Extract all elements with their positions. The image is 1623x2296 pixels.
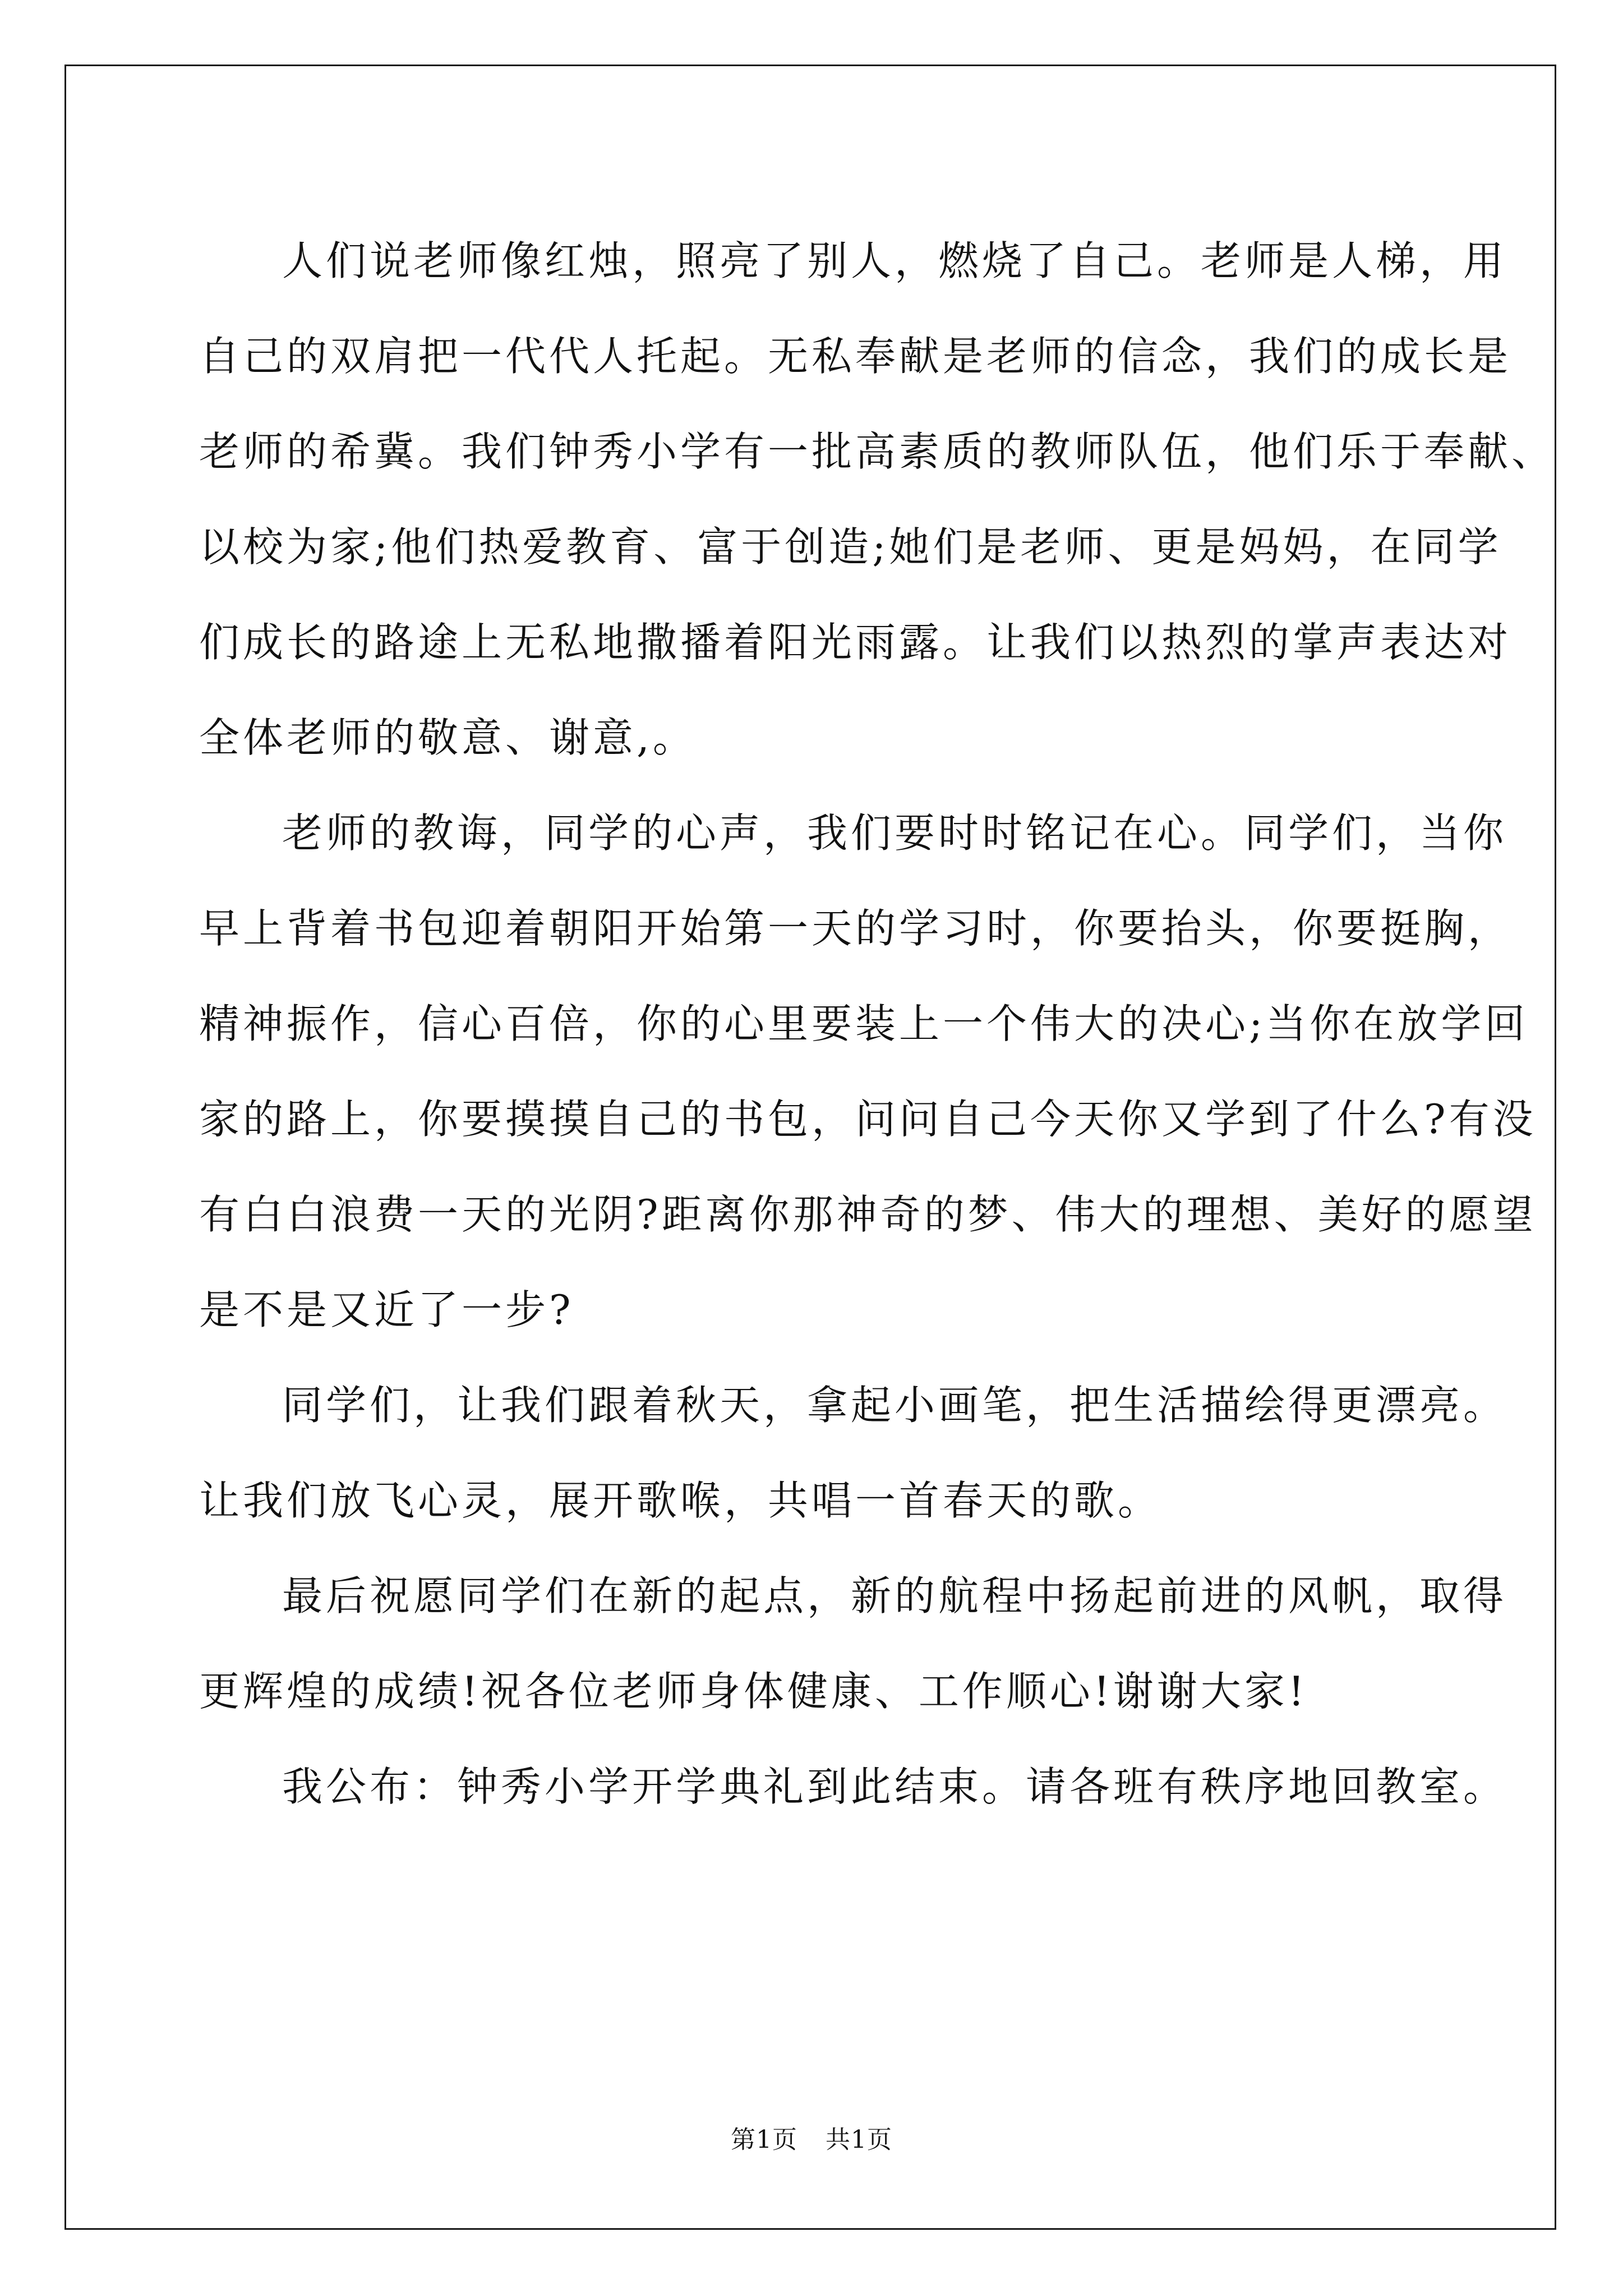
page-footer — [0, 2123, 1623, 2157]
paragraph-1-line-5: 们成长的路途上无私地撒播着阳光雨露。让我们以热烈的掌声表达对 — [199, 619, 1512, 666]
paragraph-3-line-2: 让我们放飞心灵，展开歌喉，共唱一首春天的歌。 — [199, 1477, 1162, 1524]
paragraph-2-line-3: 精神振作，信心百倍，你的心里要装上一个伟大的决心;当你在放学回 — [199, 1000, 1529, 1047]
paragraph-5-line-1: 我公布：钟秀小学开学典礼到此结束。请各班有秩序地回教室。 — [282, 1763, 1507, 1810]
paragraph-1-line-3: 老师的希冀。我们钟秀小学有一批高素质的教师队伍，他们乐于奉献、 — [199, 428, 1556, 475]
paragraph-2-line-1: 老师的教诲，同学的心声，我们要时时铭记在心。同学们，当你 — [282, 809, 1507, 857]
paragraph-2-line-5: 有白白浪费一天的光阴?距离你那神奇的梦、伟大的理想、美好的愿望 — [199, 1191, 1537, 1238]
paragraph-4-line-2: 更辉煌的成绩!祝各位老师身体健康、工作顺心!谢谢大家! — [199, 1668, 1308, 1715]
paragraph-1-line-4: 以校为家;他们热爱教育、富于创造;她们是老师、更是妈妈，在同学 — [199, 523, 1502, 570]
paragraph-1-line-1: 人们说老师像红烛，照亮了别人，燃烧了自己。老师是人梯，用 — [282, 237, 1507, 284]
paragraph-1-line-2: 自己的双肩把一代代人托起。无私奉献是老师的信念，我们的成长是 — [199, 333, 1512, 380]
paragraph-2-line-6: 是不是又近了一步? — [199, 1286, 574, 1333]
paragraph-2-line-2: 早上背着书包迎着朝阳开始第一天的学习时，你要抬头，你要挺胸， — [199, 905, 1512, 952]
page-number-total: 共1页 — [826, 2125, 892, 2154]
paragraph-2-line-4: 家的路上，你要摸摸自己的书包，问问自己今天你又学到了什么?有没 — [199, 1096, 1537, 1143]
page-number-current: 第1页 — [731, 2125, 797, 2154]
paragraph-3-line-1: 同学们，让我们跟着秋天，拿起小画笔，把生活描绘得更漂亮。 — [282, 1382, 1507, 1429]
paragraph-1-line-6: 全体老师的敬意、谢意,。 — [199, 714, 697, 761]
paragraph-4-line-1: 最后祝愿同学们在新的起点，新的航程中扬起前进的风帆，取得 — [282, 1572, 1507, 1619]
document-body — [199, 213, 1556, 1834]
